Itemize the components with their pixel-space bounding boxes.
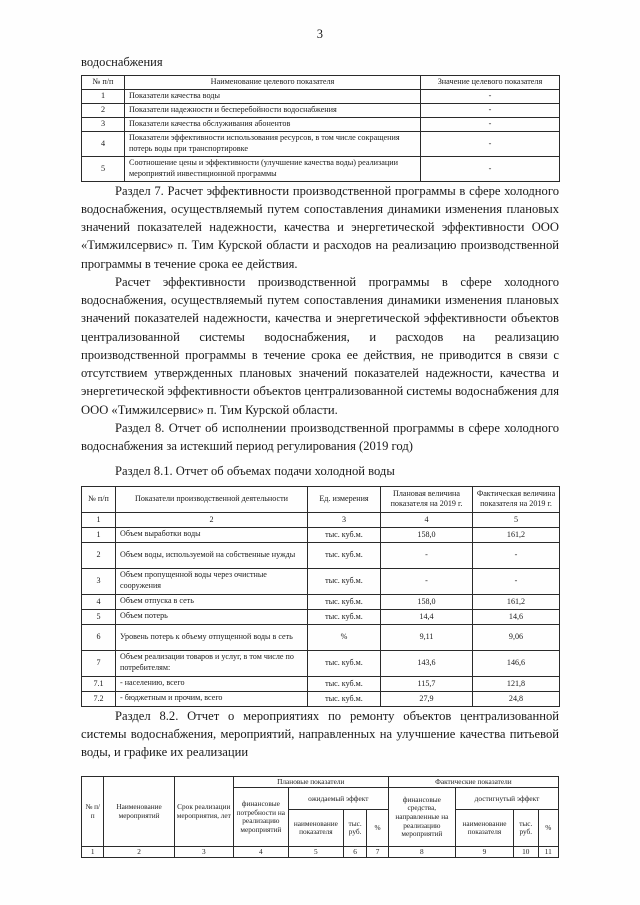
- row-indicator: Объем воды, используемой на собственные нужды: [116, 542, 308, 568]
- row-fact: 161,2: [473, 594, 560, 609]
- header-unit: Ед. измерения: [308, 486, 381, 512]
- header-fact: Фактическая величина показателя на 2019 г.: [473, 486, 560, 512]
- colnum-9: 9: [455, 847, 513, 858]
- row-num: 1: [82, 527, 116, 542]
- row-unit: тыс. куб.м.: [308, 676, 381, 691]
- row-num: 2: [82, 542, 116, 568]
- row-unit: %: [308, 624, 381, 650]
- table-row: [82, 609, 560, 624]
- row-fact: 161,2: [473, 527, 560, 542]
- table-row: [82, 131, 560, 156]
- header-fact-indicator-name: наименование показателя: [455, 810, 513, 847]
- row-fact: 14,6: [473, 609, 560, 624]
- row-num: 4: [82, 131, 125, 156]
- colnum-7: 7: [367, 847, 388, 858]
- colnum-6: 6: [343, 847, 366, 858]
- colnum-1: 1: [82, 512, 116, 527]
- row-plan: 143,6: [381, 650, 473, 676]
- row-num: 2: [82, 103, 125, 117]
- row-fact: 9,06: [473, 624, 560, 650]
- layout-spacer: [81, 761, 559, 773]
- group-header-plan: Плановые показатели: [233, 777, 388, 788]
- row-num: 7.1: [82, 676, 116, 691]
- row-indicator: Объем выработки воды: [116, 527, 308, 542]
- colnum-4: 4: [233, 847, 288, 858]
- row-value: -: [421, 131, 560, 156]
- table-row: [82, 568, 560, 594]
- table-row: [82, 103, 560, 117]
- row-unit: тыс. куб.м.: [308, 542, 381, 568]
- header-indicator: Показатели производственной деятельности: [116, 486, 308, 512]
- row-unit: тыс. куб.м.: [308, 650, 381, 676]
- table-row: [82, 89, 560, 103]
- row-name: Показатели качества воды: [125, 89, 421, 103]
- row-num: 1: [82, 89, 125, 103]
- header-plan-indicator-name: наименование показателя: [288, 810, 343, 847]
- table-row: [82, 676, 560, 691]
- colnum-1: 1: [82, 847, 104, 858]
- row-unit: тыс. куб.м.: [308, 691, 381, 706]
- group-header-fact: Фактические показатели: [388, 777, 558, 788]
- section7-paragraph-1: Раздел 7. Расчет эффективности производственной программы в сфере холодного водоснабжения, осуществляемый путем сопоставления динамики изменения плановых значений показателей надежности, качества и энергетической эффективности ООО «Тимжилсервис» п. Тим Курской области и расходов на реализацию производственной программы в течение срока ее действия.: [81, 183, 559, 271]
- header-fact-percent: %: [538, 810, 559, 847]
- header-plan-finance: финансовые потребности на реализацию мероприятий: [233, 788, 288, 847]
- row-plan: 115,7: [381, 676, 473, 691]
- row-fact: 24,8: [473, 691, 560, 706]
- row-plan: 27,9: [381, 691, 473, 706]
- header-term: Срок реализации мероприятия, лет: [174, 777, 233, 847]
- row-num: 4: [82, 594, 116, 609]
- subgroup-header-plan-effect: ожидаемый эффект: [288, 788, 388, 810]
- header-plan-thousand-rub: тыс. руб.: [343, 810, 366, 847]
- row-value: -: [421, 117, 560, 131]
- row-indicator: - населению, всего: [116, 676, 308, 691]
- table-row: [82, 594, 560, 609]
- row-num: 3: [82, 568, 116, 594]
- row-plan: 158,0: [381, 527, 473, 542]
- colnum-10: 10: [514, 847, 538, 858]
- colnum-3: 3: [174, 847, 233, 858]
- header-plan-percent: %: [367, 810, 388, 847]
- row-num: 5: [82, 609, 116, 624]
- row-num: 3: [82, 117, 125, 131]
- header-num: № п/п: [82, 75, 125, 89]
- row-unit: тыс. куб.м.: [308, 527, 381, 542]
- colnum-8: 8: [388, 847, 455, 858]
- row-value: -: [421, 103, 560, 117]
- row-plan: 9,11: [381, 624, 473, 650]
- header-plan: Плановая величина показателя на 2019 г.: [381, 486, 473, 512]
- row-indicator: Объем пропущенной воды через очистные сооружения: [116, 568, 308, 594]
- section81-subheading: Раздел 8.1. Отчет об объемах подачи холодной воды: [115, 464, 395, 479]
- row-unit: тыс. куб.м.: [308, 568, 381, 594]
- table-row: [82, 527, 560, 542]
- row-fact: 121,8: [473, 676, 560, 691]
- colnum-3: 3: [308, 512, 381, 527]
- table-header-row: [82, 75, 560, 89]
- table-numbering-row: [82, 512, 560, 527]
- target-indicators-table: [81, 75, 560, 182]
- row-num: 7: [82, 650, 116, 676]
- row-num: 5: [82, 156, 125, 181]
- row-unit: тыс. куб.м.: [308, 609, 381, 624]
- row-name: Показатели эффективности использования ресурсов, в том числе сокращения потерь воды при транспортировке: [125, 131, 421, 156]
- row-plan: -: [381, 568, 473, 594]
- section7-paragraph-2: Расчет эффективности производственной программы в сфере холодного водоснабжения, осуществляемый путем сопоставления динамики изменения плановых значений показателей надежности, качества и энергетической эффективности объектов централизованной системы водоснабжения, и расходов на реализацию производственной программы в течение срока ее действия, не приводится в связи с отсутствием утвержденных плановых значений показателей надежности, качества и энергетической эффективности объектов централизованной системы водоснабжения для ООО «Тимжилсервис» п. Тим Курской области.: [81, 274, 559, 417]
- row-value: -: [421, 89, 560, 103]
- table-header-row: [82, 486, 560, 512]
- colnum-2: 2: [104, 847, 174, 858]
- row-name: Показатели качества обслуживания абонентов: [125, 117, 421, 131]
- header-name: Наименование целевого показателя: [125, 75, 421, 89]
- row-indicator: Объем потерь: [116, 609, 308, 624]
- row-plan: -: [381, 542, 473, 568]
- row-plan: 158,0: [381, 594, 473, 609]
- header-fact-thousand-rub: тыс. руб.: [514, 810, 538, 847]
- row-indicator: Уровень потерь к объему отпущенной воды в сеть: [116, 624, 308, 650]
- table-group-header-row: [82, 777, 559, 788]
- section8-heading: Раздел 8. Отчет об исполнении производственной программы в сфере холодного водоснабжения за истекший период регулирования (2019 год): [81, 420, 559, 453]
- repair-measures-table: [81, 776, 559, 858]
- row-num: 7.2: [82, 691, 116, 706]
- row-name: Соотношение цены и эффективности (улучшение качества воды) реализации мероприятий инвестиционной программы: [125, 156, 421, 181]
- table-row: [82, 691, 560, 706]
- table-row: [82, 542, 560, 568]
- colnum-4: 4: [381, 512, 473, 527]
- row-plan: 14,4: [381, 609, 473, 624]
- section82-subheading: Раздел 8.2. Отчет о мероприятиях по ремонту объектов централизованной системы водоснабжения, мероприятий, направленных на улучшение качества питьевой воды, и графике их реализации: [81, 708, 559, 759]
- row-indicator: - бюджетным и прочим, всего: [116, 691, 308, 706]
- page-number: 3: [316, 27, 324, 41]
- header-measure-name: Наименование мероприятий: [104, 777, 174, 847]
- table-row: [82, 624, 560, 650]
- row-fact: -: [473, 568, 560, 594]
- continued-word: водоснабжения: [81, 54, 163, 69]
- table-row: [82, 117, 560, 131]
- table-row: [82, 156, 560, 181]
- row-fact: 146,6: [473, 650, 560, 676]
- row-indicator: Объем отпуска в сеть: [116, 594, 308, 609]
- page-content: [81, 28, 559, 858]
- water-volumes-table: [81, 486, 560, 707]
- header-num: № п/ п: [82, 777, 104, 847]
- row-indicator: Объем реализации товаров и услуг, в том числе по потребителям:: [116, 650, 308, 676]
- header-fact-finance: финансовые средства, направленные на реализацию мероприятий: [388, 788, 455, 847]
- table-numbering-row: [82, 847, 559, 858]
- header-num: № п/п: [82, 486, 116, 512]
- row-value: -: [421, 156, 560, 181]
- colnum-5: 5: [473, 512, 560, 527]
- table-row: [82, 650, 560, 676]
- colnum-5: 5: [288, 847, 343, 858]
- subgroup-header-fact-effect: достигнутый эффект: [455, 788, 558, 810]
- colnum-11: 11: [538, 847, 559, 858]
- row-fact: -: [473, 542, 560, 568]
- row-num: 6: [82, 624, 116, 650]
- header-value: Значение целевого показателя: [421, 75, 560, 89]
- colnum-2: 2: [116, 512, 308, 527]
- row-unit: тыс. куб.м.: [308, 594, 381, 609]
- row-name: Показатели надежности и бесперебойности водоснабжения: [125, 103, 421, 117]
